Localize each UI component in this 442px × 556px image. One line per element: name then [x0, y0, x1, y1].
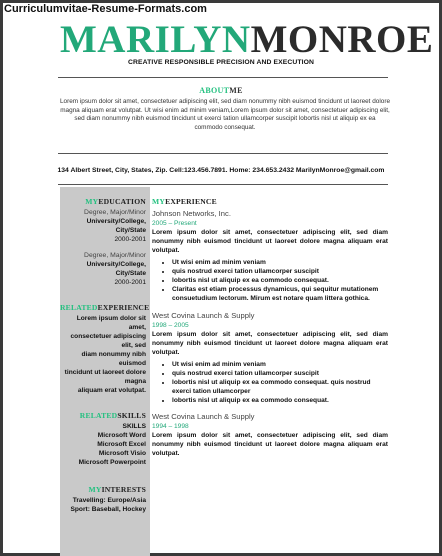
related-experience-text: Lorem ipsum dolor sit amet, consectetuer adipiscing elit, sed diam nonummy nibh euismod tincidunt ut laoreet dolore magna aliquam erat volutpat.	[64, 315, 146, 394]
job-summary: Lorem ipsum dolor sit amet, consectetuer adipiscing elit, sed diam nonummy nibh euismod tincidunt ut laoreet dolore magna aliquam erat volutpat.	[152, 432, 388, 457]
job-dates: 1994 – 1998	[152, 423, 189, 430]
job-dates: 1998 – 2005	[152, 322, 189, 329]
experience-section	[152, 197, 388, 458]
list-item: • quis nostrud exerci tation ullamcorper suscipit	[172, 369, 388, 378]
interests-list: Travelling: Europe/Asia Sport: Baseball, Hockey	[70, 497, 146, 513]
about-text: Lorem ipsum dolor sit amet, consectetuer adipiscing elit, sed diam nonummy nibh euismod tincidunt ut laoreet dolore magna aliquam erat volutpat. Ut wisi enim ad minim veniam,Lorem ipsum dolor sit amet, consectetuer adipiscing elit, sed diam nonummy nibh euismod tincidunt ut exerci tation ullamcorper suscipit lobortis nisl ut aliquip ex ea commodo consequat.	[60, 98, 390, 131]
last-name: MONROE	[250, 18, 434, 61]
skills-heading: RELATEDSKILLS	[79, 411, 146, 420]
divider	[58, 153, 388, 154]
divider	[58, 184, 388, 185]
about-heading: ABOUTME	[199, 86, 243, 95]
job-company: West Covina Launch & Supply	[152, 311, 255, 320]
education-entry: Degree, Major/Minor University/College, City/State 2000-2001	[84, 209, 146, 243]
skills-list: SKILLS Microsoft Word Microsoft Excel Microsoft Visio Microsoft Powerpoint	[78, 423, 146, 466]
related-experience-heading: RELATEDEXPERIENCE	[60, 303, 150, 312]
job-dates: 2005 – Present	[152, 220, 197, 227]
list-item: • lobortis nisl ut aliquip ex ea commodo consequat.	[172, 396, 388, 405]
watermark: Curriculumvitae-Resume-Formats.com	[4, 3, 207, 15]
sidebar	[60, 187, 150, 514]
list-item: • lobortis nisl ut aliquip ex ea commodo consequat.	[172, 276, 388, 285]
education-entry: Degree, Major/Minor University/College, City/State 2000-2001	[84, 252, 146, 286]
interests-heading: MYINTERESTS	[88, 485, 146, 494]
list-item: • Ut wisi enim ad minim veniam	[172, 258, 388, 267]
job-entry	[152, 209, 388, 303]
job-entry	[152, 311, 388, 405]
job-entry	[152, 412, 388, 458]
job-company: Johnson Networks, Inc.	[152, 209, 231, 218]
job-summary: Lorem ipsum dolor sit amet, consectetuer adipiscing elit, sed diam nonummy nibh euismod tincidunt ut laoreet dolore magna aliquam erat volutpat.	[152, 229, 388, 254]
list-item: • quis nostrud exerci tation ullamcorper suscipit	[172, 267, 388, 276]
experience-heading: MYEXPERIENCE	[152, 197, 217, 206]
job-bullets	[152, 360, 388, 405]
list-item: • Claritas est etiam processus dynamicus, qui sequitur mutationem consuetudium lectorum. Mirum est notare quam littera gothica.	[172, 285, 388, 303]
first-name: MARILYN	[60, 18, 251, 61]
job-company: West Covina Launch & Supply	[152, 412, 255, 421]
job-bullets	[152, 258, 388, 303]
education-heading: MYEDUCATION	[85, 197, 146, 206]
divider	[58, 77, 388, 78]
list-item: • Ut wisi enim ad minim veniam	[172, 360, 388, 369]
contact-line: 134 Albert Street, City, States, Zip. Cell:123.456.7891. Home: 234.653.2432 MarilynMonroe@gmail.com	[57, 167, 385, 174]
resume-name	[60, 18, 434, 62]
job-summary: Lorem ipsum dolor sit amet, consectetuer adipiscing elit, sed diam nonummy nibh euismod tincidunt ut laoreet dolore magna aliquam erat volutpat.	[152, 331, 388, 356]
list-item: • lobortis nisl ut aliquip ex ea commodo consequat. quis nostrud exerci tation ullamcorper	[172, 378, 388, 396]
tagline: CREATIVE RESPONSIBLE PRECISION AND EXECUTION	[127, 59, 315, 66]
